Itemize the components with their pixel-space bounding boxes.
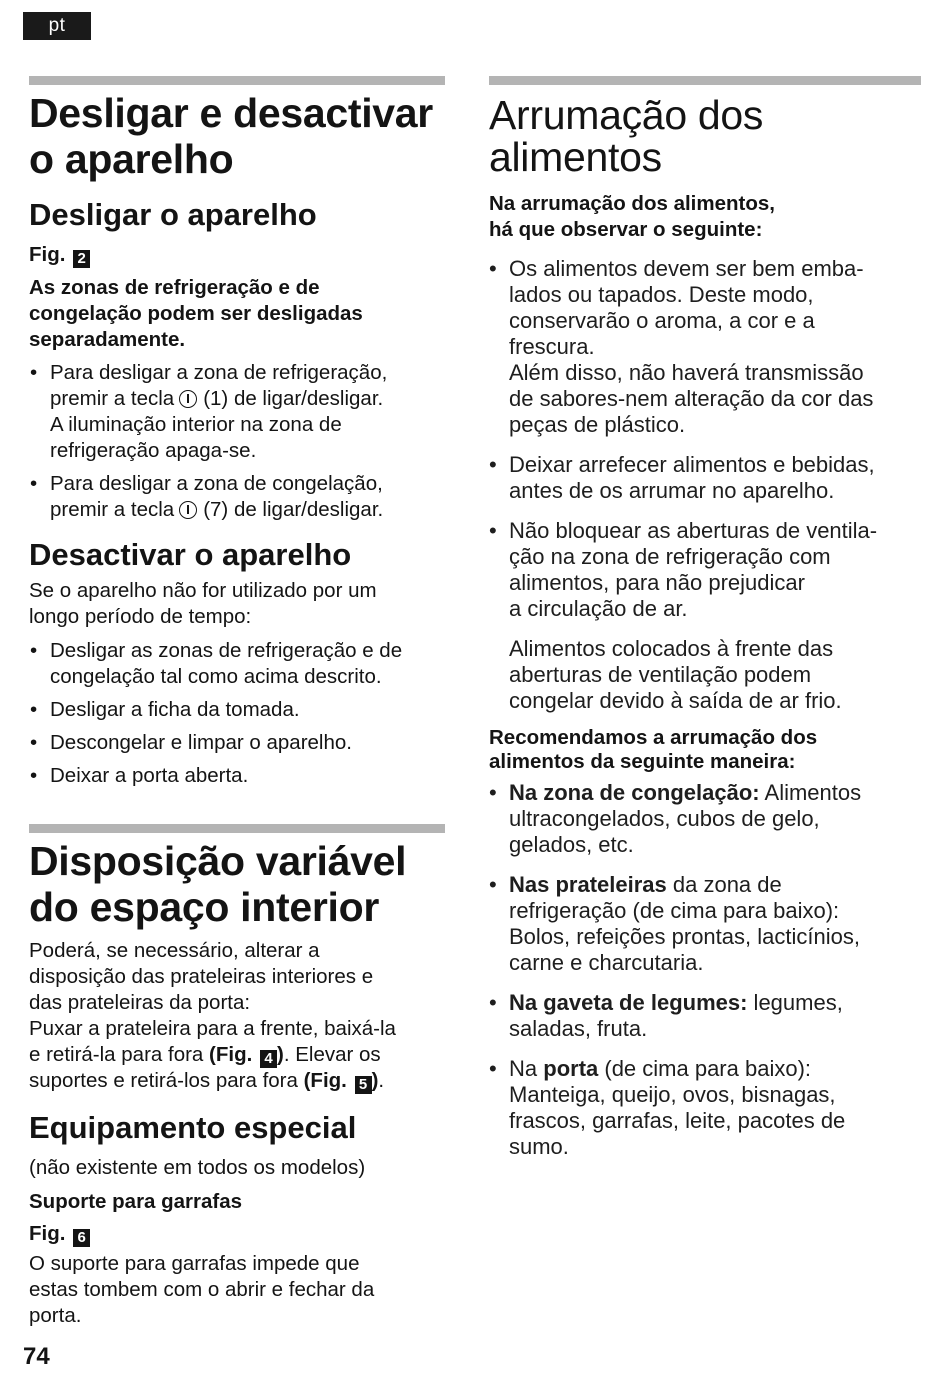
- text-span: premir a tecla: [50, 498, 175, 521]
- text-line: [50, 497, 445, 523]
- title-line: Disposição variável: [29, 838, 407, 884]
- text-line: congelação tal como acima descrito.: [50, 665, 382, 688]
- fig-label: Fig.: [29, 243, 66, 266]
- text-line: estas tombem com o abrir e fechar da: [29, 1278, 375, 1301]
- text-line: aberturas de ventilação podem: [509, 662, 812, 687]
- list-item: [489, 452, 921, 504]
- text-line: frascos, garrafas, leite, pacotes de: [509, 1108, 846, 1133]
- text-line: Na arrumação dos alimentos,: [489, 192, 775, 215]
- list-item: [29, 360, 445, 464]
- text-line: A iluminação interior na zona de: [50, 413, 342, 436]
- list-item: [489, 256, 921, 438]
- text-span: (1) de ligar/desligar.: [203, 387, 384, 410]
- language-tag: pt: [23, 12, 91, 40]
- text-line: alimentos, para não prejudicar: [509, 570, 805, 595]
- text-line: [509, 1056, 921, 1082]
- text-line: [29, 1068, 445, 1094]
- section-title-food-storage: [489, 94, 921, 178]
- title-line: do espaço interior: [29, 884, 380, 930]
- recommendation-heading: [489, 726, 921, 774]
- text-line: há que observar o seguinte:: [489, 218, 763, 241]
- section-title-special-equipment: Equipamento especial: [29, 1110, 357, 1145]
- text-span: premir a tecla: [50, 387, 175, 410]
- text-line: • Deixar arrefecer alimentos e bebidas,: [509, 452, 875, 477]
- text-line: congelação podem ser desligadas: [29, 302, 363, 325]
- text-line: longo período de tempo:: [29, 605, 252, 628]
- fig-number-badge: 4: [260, 1050, 277, 1068]
- text-span: da zona de: [666, 872, 782, 897]
- list-item: [489, 780, 921, 858]
- text-line: [509, 990, 921, 1016]
- text-line: O suporte para garrafas impede que: [29, 1252, 360, 1275]
- storage-guidelines-list: [489, 256, 921, 714]
- recommendation-list: [489, 780, 921, 1160]
- text-line: antes de os arrumar no aparelho.: [509, 478, 835, 503]
- text-line: carne e charcutaria.: [509, 950, 704, 975]
- text-line: disposição das prateleiras interiores e: [29, 965, 374, 988]
- fig-number-badge: 5: [355, 1076, 372, 1094]
- text-line: sumo.: [509, 1134, 569, 1159]
- text-line: a circulação de ar.: [509, 596, 688, 621]
- text-line: conservarão o aroma, a cor e a: [509, 308, 815, 333]
- text-line: As zonas de refrigeração e de: [29, 276, 320, 299]
- list-item: [489, 872, 921, 976]
- text-line: refrigeração (de cima para baixo):: [509, 898, 840, 923]
- text-span: Na: [509, 1056, 544, 1081]
- text-line: congelar devido à saída de ar frio.: [509, 688, 842, 713]
- subsection-title-deactivate: Desactivar o aparelho: [29, 537, 352, 572]
- text-line: saladas, fruta.: [509, 1016, 648, 1041]
- text-line: • Para desligar a zona de refrigeração,: [50, 361, 388, 384]
- section-divider: [29, 76, 445, 85]
- text-line: Bolos, refeições prontas, lacticínios,: [509, 924, 860, 949]
- list-item: [29, 697, 445, 723]
- figure-reference: [29, 242, 445, 268]
- text-line: ção na zona de refrigeração com: [509, 544, 831, 569]
- list-item: [29, 638, 445, 690]
- switch-off-list: [29, 360, 445, 523]
- title-line: o aparelho: [29, 136, 234, 182]
- fig-label: (Fig.: [209, 1043, 253, 1066]
- page-number: 74: [23, 1343, 50, 1370]
- fig-label: (Fig.: [303, 1069, 347, 1092]
- text-line: [509, 780, 921, 806]
- fig-number-badge: 6: [73, 1229, 90, 1247]
- list-item: [489, 1056, 921, 1160]
- text-span: Deixar a porta aberta.: [50, 764, 249, 787]
- models-note: (não existente em todos os modelos): [29, 1156, 366, 1179]
- list-item: [489, 990, 921, 1042]
- text-span: Na gaveta de legumes:: [509, 990, 748, 1015]
- text-line: • Não bloquear as aberturas de ventila-: [509, 518, 878, 543]
- section-title-interior-layout: [29, 838, 445, 930]
- text-span: . Elevar os: [283, 1043, 381, 1066]
- deactivate-list: [29, 638, 445, 789]
- bottle-holder-heading: Suporte para garrafas: [29, 1190, 243, 1213]
- fig-label: Fig.: [29, 1222, 66, 1245]
- bottle-holder-paragraph: [29, 1251, 445, 1329]
- text-span: suportes e retirá-los para fora: [29, 1069, 304, 1092]
- text-span: porta: [543, 1056, 599, 1081]
- text-line: porta.: [29, 1304, 82, 1327]
- power-button-icon: [179, 390, 197, 408]
- text-line: Se o aparelho não for utilizado por um: [29, 579, 377, 602]
- intro-paragraph: [29, 275, 445, 353]
- text-span: Desligar a ficha da tomada.: [50, 698, 300, 721]
- text-line: [509, 872, 921, 898]
- text-span: e retirá-la para fora: [29, 1043, 210, 1066]
- text-line: [29, 1042, 445, 1068]
- text-line: Puxar a prateleira para a frente, baixá-la: [29, 1017, 396, 1040]
- title-line: Arrumação dos: [489, 92, 764, 138]
- text-line: • Para desligar a zona de congelação,: [50, 472, 383, 495]
- title-line: alimentos: [489, 134, 662, 180]
- text-span: Alimentos: [759, 780, 862, 805]
- text-span: .: [378, 1069, 385, 1092]
- list-item: [489, 518, 921, 714]
- text-line: frescura.: [509, 334, 595, 359]
- text-line: • Os alimentos devem ser bem emba-: [509, 256, 864, 281]
- storage-intro: [489, 191, 921, 243]
- section-divider: [29, 824, 445, 833]
- text-span: legumes,: [747, 990, 843, 1015]
- text-line: Manteiga, queijo, ovos, bisnagas,: [509, 1082, 836, 1107]
- text-line: Além disso, não haverá transmissão: [509, 360, 864, 385]
- text-line: refrigeração apaga-se.: [50, 439, 257, 462]
- subsection-title-switch-off: Desligar o aparelho: [29, 197, 317, 232]
- fig-number-badge: 2: [73, 250, 90, 268]
- text-line: das prateleiras da porta:: [29, 991, 251, 1014]
- text-line: [50, 386, 445, 412]
- text-line: lados ou tapados. Deste modo,: [509, 282, 814, 307]
- text-line: ultracongelados, cubos de gelo,: [509, 806, 820, 831]
- text-span: ): [371, 1069, 379, 1092]
- title-line: Desligar e desactivar: [29, 90, 433, 136]
- power-button-icon: [179, 501, 197, 519]
- text-span: Na zona de congelação:: [509, 780, 760, 805]
- text-span: Nas prateleiras: [509, 872, 667, 897]
- text-line: Alimentos colocados à frente das: [509, 636, 834, 661]
- text-span: (de cima para baixo):: [598, 1056, 812, 1081]
- text-line: • Desligar as zonas de refrigeração e de: [50, 639, 403, 662]
- text-span: Descongelar e limpar o aparelho.: [50, 731, 352, 754]
- list-item: [29, 763, 445, 789]
- figure-reference: [29, 1221, 445, 1247]
- text-span: ): [277, 1043, 284, 1066]
- list-item: [29, 730, 445, 756]
- text-line: Poderá, se necessário, alterar a: [29, 939, 320, 962]
- text-span: (7) de ligar/desligar.: [203, 498, 384, 521]
- text-line: Recomendamos a arrumação dos: [489, 726, 818, 749]
- text-line: de sabores-nem alteração da cor das: [509, 386, 874, 411]
- text-line: separadamente.: [29, 328, 186, 351]
- text-line: gelados, etc.: [509, 832, 634, 857]
- list-item: [29, 471, 445, 523]
- text-line: peças de plástico.: [509, 412, 686, 437]
- section-title-switch-off: [29, 90, 445, 182]
- interior-layout-paragraph: [29, 938, 445, 1094]
- section-divider: [489, 76, 921, 85]
- text-line: alimentos da seguinte maneira:: [489, 750, 796, 773]
- deactivate-intro: [29, 578, 445, 630]
